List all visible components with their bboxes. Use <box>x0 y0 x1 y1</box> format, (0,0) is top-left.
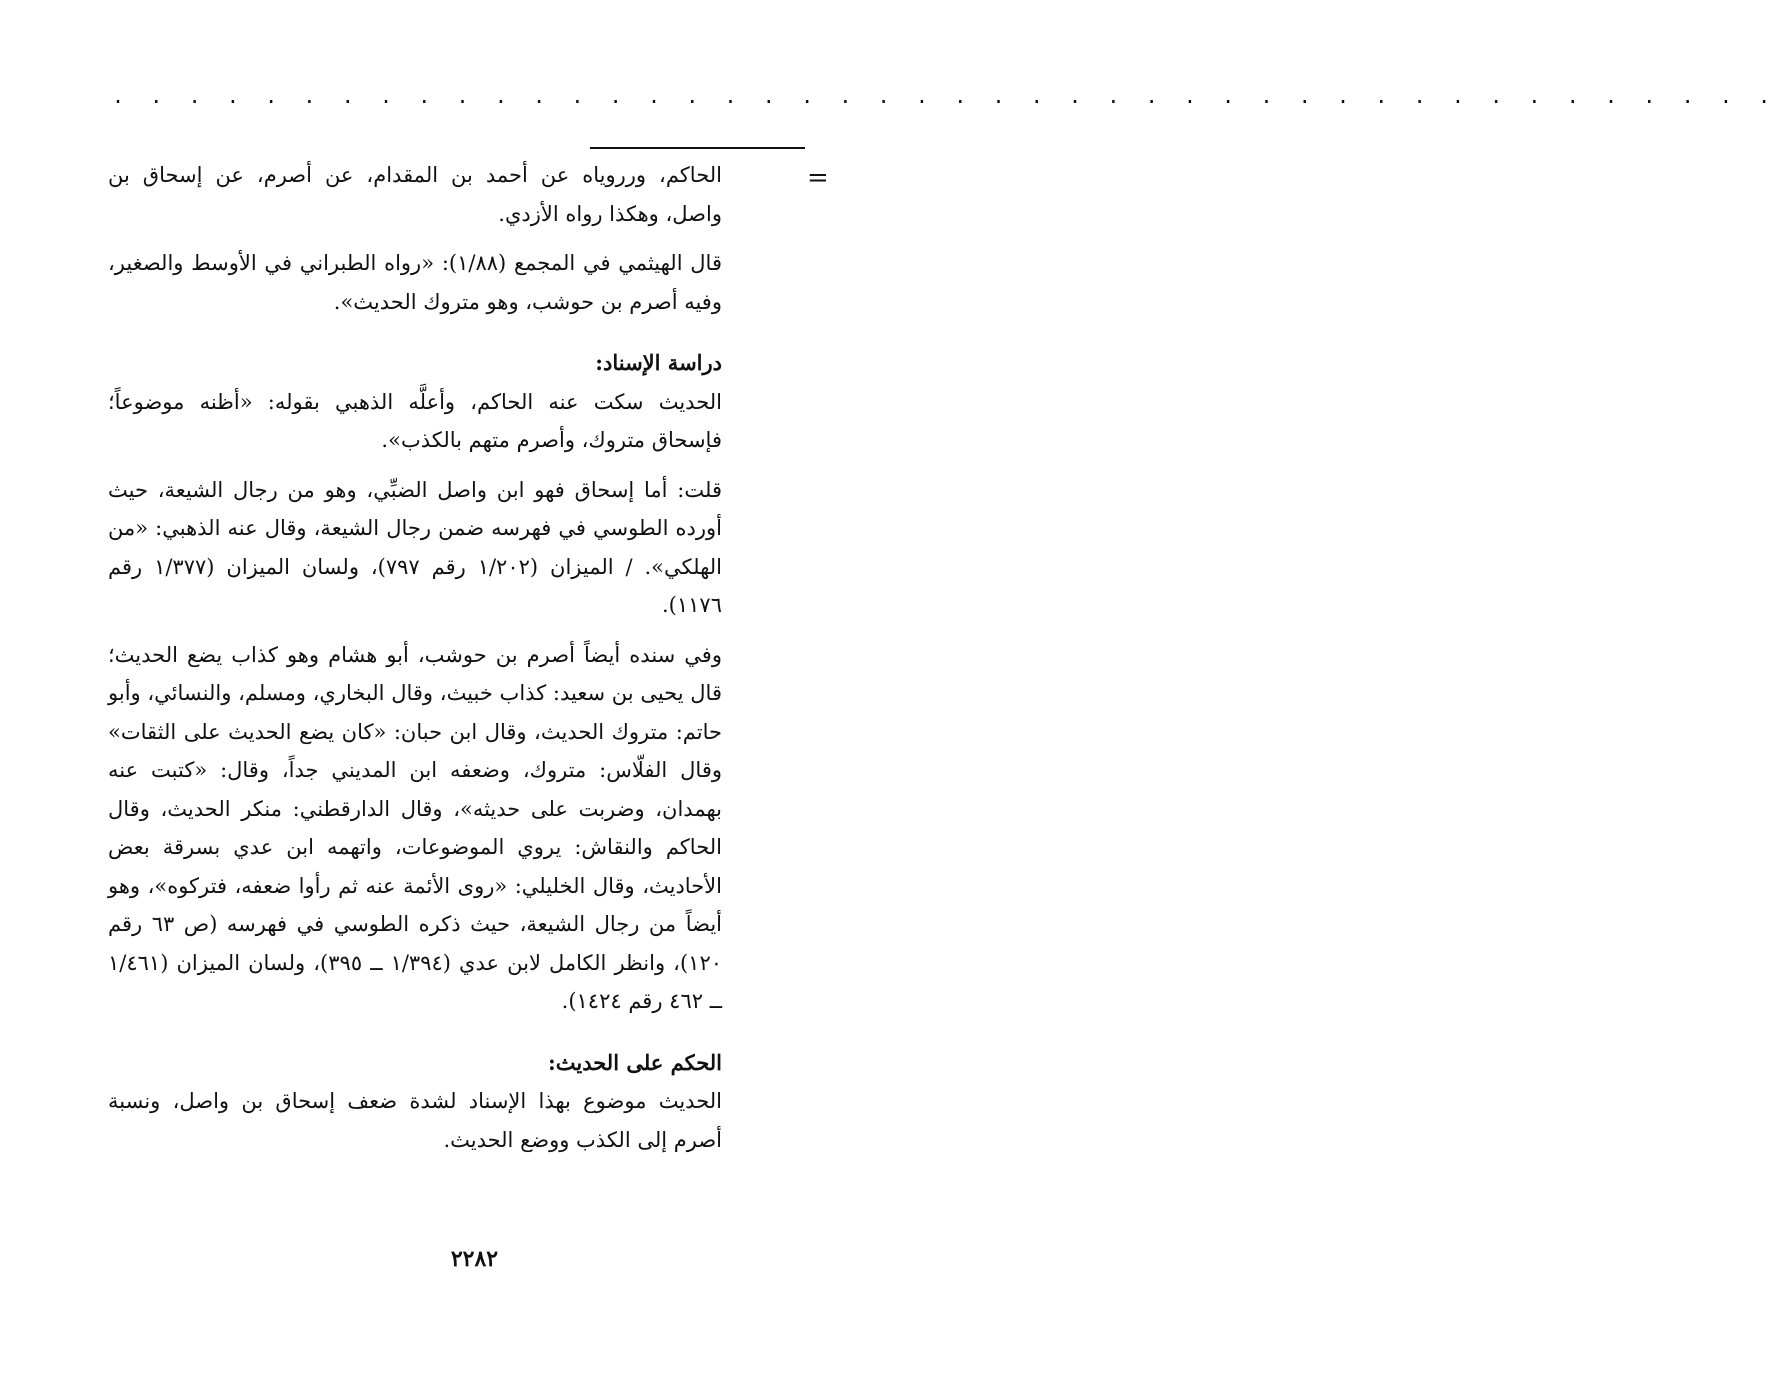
footnote-text <box>108 156 722 1170</box>
footnote-separator-rule <box>590 147 805 149</box>
page-number: ٢٢٨٢ <box>450 1246 499 1272</box>
paragraph-dhahabi-verdict: الحديث سكت عنه الحاكم، وأعلَّه الذهبي بقوله: «أظنه موضوعاً؛ فإسحاق متروك، وأصرم متهم بالكذب». <box>108 389 722 452</box>
header-dotted-line: . . . . . . . . . . . . . . . . . . . . . . . . . . . . . . . . . . . . . . . . . . . . <box>112 84 1777 108</box>
paragraph-asram-biography: وفي سنده أيضاً أصرم بن حوشب، أبو هشام وهو كذاب يضع الحديث؛ قال يحيى بن سعيد: كذاب خبيث، وقال البخاري، ومسلم، والنسائي، وأبو حاتم: متروك الحديث، وقال ابن حبان: «كان يضع الحديث على الثقات» وقال الفلّاس: متروك، وضعفه ابن المديني جداً، وقال: «كتبت عنه بهمدان، وضربت على حديثه»، وقال الدارقطني: منكر الحديث، وقال الحاكم والنقاش: يروي الموضوعات، واتهمه ابن عدي بسرقة بعض الأحاديث، وقال الخليلي: «روى الأئمة عنه ثم رأوا ضعفه، فتركوه»، وهو أيضاً من رجال الشيعة، حيث ذكره الطوسي في فهرسه (ص ٦٣ رقم ١٢٠)، وانظر الكامل لابن عدي (١/٣٩٤ ــ ٣٩٥)، ولسان الميزان (١/٤٦١ ــ ٤٦٢ رقم ١٤٢٤). <box>108 642 723 1013</box>
spacer <box>108 332 722 344</box>
paragraph-hakim-narration: الحاكم، ورروياه عن أحمد بن المقدام، عن أصرم، عن إسحاق بن واصل، وهكذا رواه الأزدي. <box>108 163 722 226</box>
continuation-mark: = <box>807 163 829 193</box>
paragraph-haythami-quote: قال الهيثمي في المجمع (١/٨٨): «رواه الطبراني في الأوسط والصغير، وفيه أصرم بن حوشب، وهو متروك الحديث». <box>108 251 722 314</box>
heading-hadith-ruling: الحكم على الحديث: <box>548 1049 722 1075</box>
paragraph-ruling: الحديث موضوع بهذا الإسناد لشدة ضعف إسحاق بن واصل، ونسبة أصرم إلى الكذب ووضع الحديث. <box>108 1089 722 1152</box>
heading-isnad-study: دراسة الإسناد: <box>595 350 722 375</box>
paragraph-ishaq-biography: قلت: أما إسحاق فهو ابن واصل الضبِّي، وهو من رجال الشيعة، حيث أورده الطوسي في فهرسه ضمن رجال الشيعة، وقال عنه الذهبي: «من الهلكي». / الميزان (١/٢٠٢ رقم ٧٩٧)، ولسان الميزان (١/٣٧٧ رقم ١١٧٦). <box>108 477 722 617</box>
spacer <box>108 1032 722 1044</box>
